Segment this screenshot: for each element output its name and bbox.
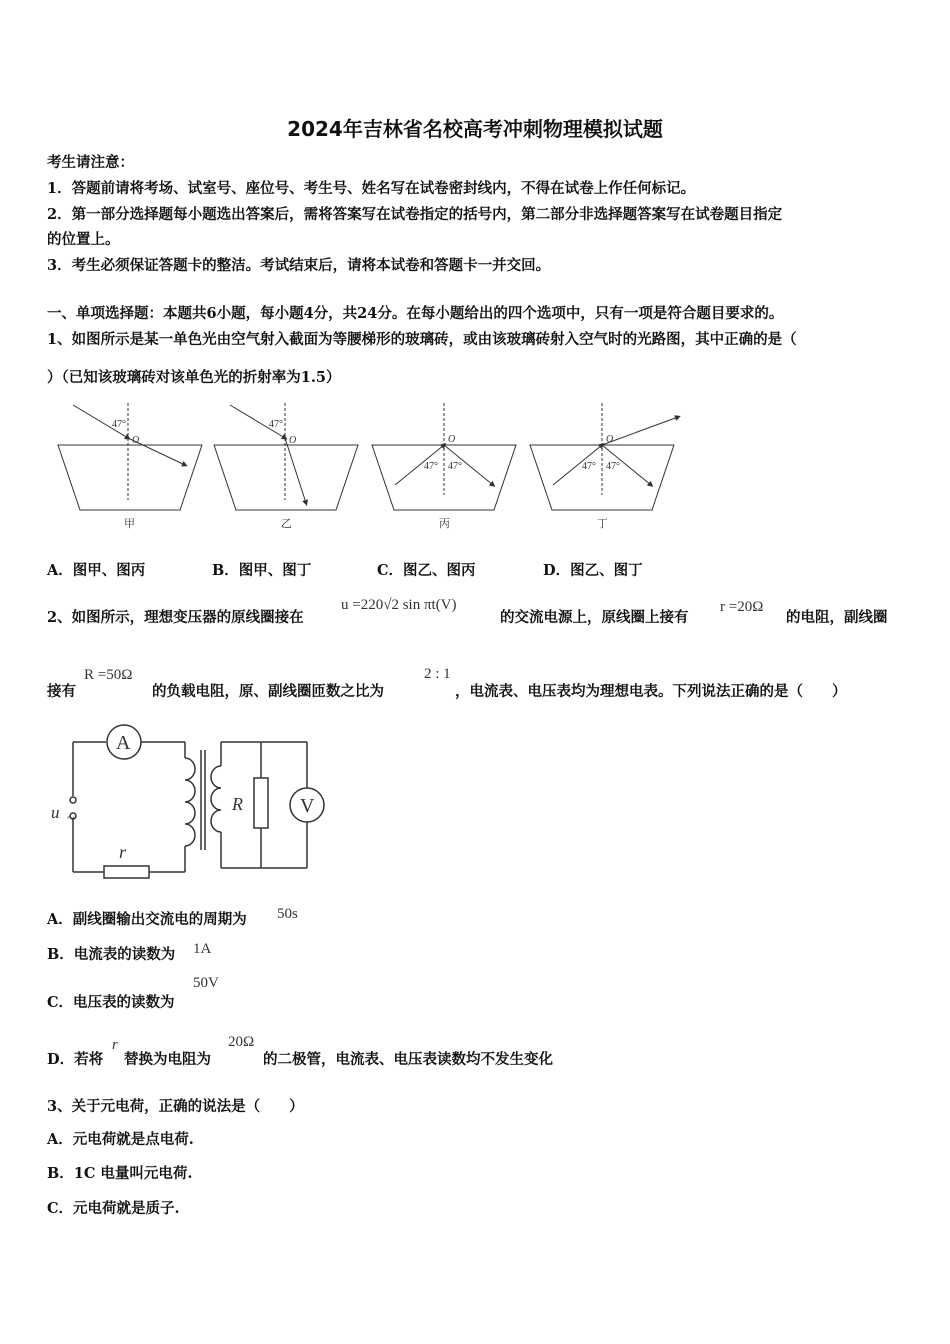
notice-item-1: 1．答题前请将考场、试室号、座位号、考生号、姓名写在试卷密封线内，不得在试卷上作任何标记。 [47, 180, 696, 197]
point-o-label: O [606, 434, 614, 445]
section-heading: 一、单项选择题：本题共6小题，每小题4分，共24分。在每小题给出的四个选项中，只有一项是符合题目要求的。 [47, 305, 784, 322]
q2-option-d-c: 的二极管，电流表、电压表读数均不发生变化 [263, 1051, 553, 1068]
notice-item-2: 2．第一部分选择题每小题选出答案后，需将答案写在试卷指定的括号内，第二部分非选择题答案写在试卷题目指定 [47, 206, 783, 223]
q1-stem-cont: ）（已知该玻璃砖对该单色光的折射率为1.5） [47, 369, 341, 386]
trapezoid-yi [214, 445, 358, 510]
point-o-label: O [448, 434, 456, 445]
caption-ding: 丁 [597, 518, 608, 530]
q2-option-a-value: 50s [277, 906, 298, 922]
q2-stem-c: 的电阻，副线圈 [786, 609, 888, 626]
caption-jia: 甲 [124, 518, 135, 530]
notice-heading: 考生请注意： [47, 154, 134, 171]
q2-formula-R: R =50Ω [84, 667, 133, 683]
trapezoid-jia [58, 445, 202, 510]
resistor-R-label: R [232, 794, 243, 814]
q2-option-b: B．电流表的读数为 [47, 946, 176, 963]
q2-stem-a: 2、如图所示，理想变压器的原线圈接在 [47, 609, 304, 626]
q2-option-d-a: D．若将 [47, 1051, 104, 1068]
q1-option-a: A．图甲、图丙 [47, 562, 146, 579]
notice-item-2-cont: 的位置上。 [47, 231, 120, 248]
q3-option-c: C．元电荷就是质子. [47, 1200, 180, 1217]
caption-yi: 乙 [281, 518, 292, 530]
q1-refraction-figure [50, 395, 700, 535]
q2-stem-e: 的负载电阻，原、副线圈匝数之比为 [152, 683, 384, 700]
point-o-label: O [132, 435, 140, 446]
secondary-coil [211, 766, 221, 832]
q3-option-b: B．1C 电量叫元电荷. [47, 1165, 193, 1182]
q2-stem-f: ，电流表、电压表均为理想电表。下列说法正确的是（ ） [455, 683, 847, 700]
point-o-label: O [289, 435, 297, 446]
notice-item-3: 3．考生必须保证答题卡的整洁。考试结束后，请将本试卷和答题卡一并交回。 [47, 257, 551, 274]
resistor-r [104, 866, 149, 878]
caption-bing: 丙 [439, 518, 450, 530]
q1-option-d: D．图乙、图丁 [543, 562, 643, 579]
refracted-ray-ding [602, 417, 678, 445]
q2-formula-u: u =220√2 sin πt(V) [341, 597, 457, 613]
ac-symbol: ~ [67, 811, 75, 826]
q2-circuit-figure [45, 720, 345, 885]
angle-label: 47° [606, 461, 620, 472]
refracted-ray-yi [285, 438, 306, 503]
angle-label: 47° [448, 461, 462, 472]
q1-stem: 1、如图所示是某一单色光由空气射入截面为等腰梯形的玻璃砖，或由该玻璃砖射入空气时的光路图，其中正确的是（ [47, 331, 797, 348]
q2-option-c-value: 50V [193, 975, 219, 991]
angle-label: 47° [269, 419, 283, 430]
resistor-r-label: r [119, 842, 127, 862]
source-u-label: u [51, 803, 60, 822]
ammeter-label: A [116, 732, 131, 754]
resistor-R [254, 778, 268, 828]
q2-option-d-b: 替换为电阻为 [124, 1051, 211, 1068]
page-title: 2024年吉林省名校高考冲刺物理模拟试题 [287, 117, 663, 141]
q1-option-b: B．图甲、图丁 [212, 562, 312, 579]
q2-formula-r: r =20Ω [720, 599, 764, 615]
q2-formula-ratio: 2 : 1 [424, 666, 451, 682]
q1-option-c: C．图乙、图丙 [377, 562, 476, 579]
q2-option-a: A．副线圈输出交流电的周期为 [47, 911, 247, 928]
q2-option-d-r: r [112, 1037, 118, 1053]
q3-stem: 3、关于元电荷，正确的说法是（ ） [47, 1098, 304, 1115]
source-terminal [70, 797, 76, 803]
q2-option-c: C．电压表的读数为 [47, 994, 175, 1011]
angle-label: 47° [424, 461, 438, 472]
q2-stem-b: 的交流电源上，原线圈上接有 [500, 609, 689, 626]
q2-option-b-value: 1A [193, 941, 212, 957]
q2-stem-d: 接有 [47, 683, 76, 700]
angle-label: 47° [582, 461, 596, 472]
q3-option-a: A．元电荷就是点电荷. [47, 1131, 194, 1148]
angle-label: 47° [112, 419, 126, 430]
primary-coil [185, 758, 195, 846]
q2-option-d-value: 20Ω [228, 1034, 255, 1050]
voltmeter-label: V [300, 795, 315, 817]
